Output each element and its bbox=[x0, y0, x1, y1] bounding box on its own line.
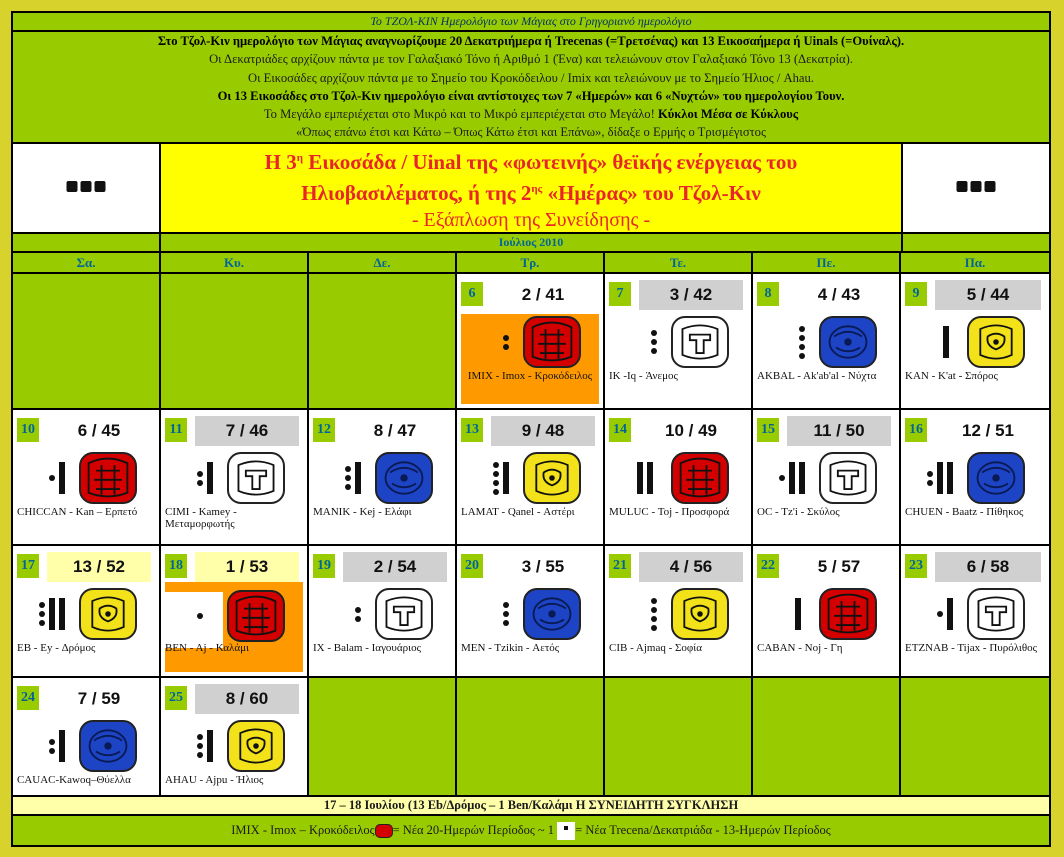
kin-ratio: 2 / 41 bbox=[521, 285, 565, 304]
tone-number-icon bbox=[651, 326, 657, 358]
empty-day-cell bbox=[901, 678, 1049, 795]
day-number: 25 bbox=[165, 686, 187, 710]
day-cell[interactable] bbox=[161, 546, 307, 676]
day-header: Τε. bbox=[605, 253, 751, 272]
blue-day-sign-glyph-icon bbox=[79, 720, 137, 772]
day-number: 13 bbox=[461, 418, 483, 442]
tone-number-icon bbox=[197, 462, 213, 494]
day-number: 11 bbox=[165, 418, 187, 442]
tone-number-icon bbox=[795, 598, 801, 630]
tone-number-icon bbox=[943, 326, 949, 358]
day-cell[interactable] bbox=[161, 678, 307, 795]
blue-day-sign-glyph-icon bbox=[523, 588, 581, 640]
kin-ratio: 6 / 45 bbox=[77, 421, 121, 440]
tone-number-icon bbox=[779, 462, 805, 494]
kin-ratio: 10 / 49 bbox=[665, 421, 717, 440]
day-number: 12 bbox=[313, 418, 335, 442]
white-day-sign-glyph-icon bbox=[967, 588, 1025, 640]
red-day-sign-glyph-icon bbox=[79, 452, 137, 504]
month-right-spacer bbox=[903, 234, 1049, 251]
day-header: Σα. bbox=[13, 253, 159, 272]
tone-number-icon bbox=[345, 462, 361, 494]
three-dots-icon bbox=[67, 181, 106, 192]
day-sign-caption: AKBAL - Ak'ab'al - Νύχτα bbox=[757, 370, 877, 382]
day-number: 7 bbox=[609, 282, 631, 306]
kin-ratio: 2 / 54 bbox=[343, 552, 447, 582]
month-left-spacer bbox=[13, 234, 159, 251]
kin-ratio: 5 / 44 bbox=[935, 280, 1041, 310]
yellow-day-sign-glyph-icon bbox=[523, 452, 581, 504]
day-number: 14 bbox=[609, 418, 631, 442]
three-dots-icon bbox=[957, 181, 996, 192]
kin-ratio: 5 / 57 bbox=[817, 557, 861, 576]
day-header: Δε. bbox=[309, 253, 455, 272]
day-sign-caption: CHICCAN - Kan – Ερπετό bbox=[17, 506, 138, 518]
tone-number-icon bbox=[637, 462, 653, 494]
day-number: 24 bbox=[17, 686, 39, 710]
day-sign-caption: MEN - Tzikin - Αετός bbox=[461, 642, 560, 654]
tone-number-icon bbox=[503, 598, 509, 630]
tone-number-icon bbox=[493, 462, 509, 494]
yellow-day-sign-glyph-icon bbox=[967, 316, 1025, 368]
uinal-header bbox=[161, 144, 901, 232]
tone-number-icon bbox=[49, 462, 65, 494]
kin-ratio: 8 / 47 bbox=[373, 421, 417, 440]
day-cell[interactable] bbox=[901, 274, 1049, 408]
day-cell[interactable] bbox=[309, 410, 455, 544]
day-number: 10 bbox=[17, 418, 39, 442]
day-cell[interactable] bbox=[901, 546, 1049, 676]
day-number: 8 bbox=[757, 282, 779, 306]
kin-ratio: 3 / 55 bbox=[521, 557, 565, 576]
kin-ratio: 8 / 60 bbox=[195, 684, 299, 714]
day-header: Πα. bbox=[901, 253, 1049, 272]
empty-day-cell bbox=[309, 274, 455, 408]
tone-number-icon bbox=[799, 326, 805, 358]
day-cell[interactable] bbox=[753, 546, 899, 676]
intro-line-3: Οι Εικοσάδες αρχίζουν πάντα με το Σημείο του Κροκόδειλου / Imix και τελειώνουν με το Σημείο Ήλιος / Ahau. bbox=[248, 70, 814, 85]
day-sign-caption: CAUAC-Kawoq–Θύελλα bbox=[17, 774, 131, 786]
day-sign-caption: EB - Ey - Δρόμος bbox=[17, 642, 96, 654]
day-sign-caption: CIMI - Kamey - Μεταμορφωτής bbox=[165, 506, 237, 530]
yellow-day-sign-glyph-icon bbox=[227, 720, 285, 772]
day-sign-caption: AHAU - Ajpu - Ήλιος bbox=[165, 774, 264, 786]
calendar-frame bbox=[11, 11, 1051, 847]
legend: IMIX - Imox – Κροκόδειλος = Νέα 20-Ημερών Περίοδος ~ 1 = Νέα Trecena/Δεκατριάδα - 13-Ημερών Περίοδος bbox=[13, 816, 1049, 845]
day-cell[interactable] bbox=[13, 546, 159, 676]
header-line-1: Η $3^\eta$ Εικοσάδα / Uinal της «φωτεινής» θεϊκής ενέργειας του bbox=[264, 150, 798, 174]
intro-line-1: Στο Τζολ-Κιν ημερολόγιο των Μάγιας αναγνωρίζουμε 20 Δεκατριήμερα ή Trecenas (=Τρετσένας) και 13 Εικοσαήμερα ή Uinals (=Ουίναλς). bbox=[157, 34, 905, 48]
left-dots-box bbox=[13, 144, 159, 232]
day-sign-caption: MANIK - Kej - Ελάφι bbox=[313, 506, 412, 518]
day-cell[interactable] bbox=[13, 410, 159, 544]
white-day-sign-glyph-icon bbox=[375, 588, 433, 640]
day-sign-caption: CHUEN - Baatz - Πίθηκος bbox=[905, 506, 1024, 518]
yellow-day-sign-glyph-icon bbox=[79, 588, 137, 640]
day-number: 15 bbox=[757, 418, 779, 442]
day-sign-caption: LAMAT - Qanel - Αστέρι bbox=[461, 506, 575, 518]
empty-day-cell bbox=[309, 678, 455, 795]
tone-number-icon bbox=[651, 598, 657, 630]
day-cell[interactable] bbox=[605, 546, 751, 676]
day-cell[interactable] bbox=[13, 678, 159, 795]
day-sign-caption: CIB - Ajmaq - Σοφία bbox=[609, 642, 702, 654]
tone-number-icon bbox=[503, 326, 509, 358]
day-sign-caption: MULUC - Toj - Προσφορά bbox=[609, 506, 730, 518]
month-label: Ιούλιος 2010 bbox=[161, 234, 901, 251]
day-cell[interactable] bbox=[457, 274, 603, 408]
kin-ratio: 12 / 51 bbox=[962, 421, 1014, 440]
yellow-day-sign-glyph-icon bbox=[671, 588, 729, 640]
kin-ratio: 1 / 53 bbox=[195, 552, 299, 582]
blue-day-sign-glyph-icon bbox=[819, 316, 877, 368]
tone-number-icon bbox=[49, 730, 65, 762]
day-header: Τρ. bbox=[457, 253, 603, 272]
day-sign-caption: BEN - Aj - Καλάμι bbox=[165, 642, 249, 654]
kin-ratio: 11 / 50 bbox=[787, 416, 891, 446]
day-sign-caption: CABAN - Noj - Γη bbox=[757, 642, 843, 654]
day-sign-caption: IX - Balam - Ιαγουάριος bbox=[313, 642, 421, 654]
empty-day-cell bbox=[13, 274, 159, 408]
day-number: 20 bbox=[461, 554, 483, 578]
empty-day-cell bbox=[605, 678, 751, 795]
day-header: Κυ. bbox=[161, 253, 307, 272]
intro-text bbox=[13, 32, 1049, 142]
day-cell[interactable] bbox=[605, 410, 751, 544]
event-note: 17 – 18 Ιουλίου (13 Eb/Δρόμος – 1 Ben/Καλάμι Η ΣΥΝΕΙΔΗΤΗ ΣΥΓΚΛΗΣΗ bbox=[13, 797, 1049, 814]
day-number: 19 bbox=[313, 554, 335, 578]
day-number: 17 bbox=[17, 554, 39, 578]
red-day-sign-glyph-icon bbox=[227, 590, 285, 642]
intro-line-4: Οι 13 Εικοσάδες στο Τζολ-Κιν ημερολόγιο είναι αντίστοιχες των 7 «Ημερών» και 6 «Νυχτών» του ημερολογίου Τουν. bbox=[217, 88, 845, 103]
kin-ratio: 7 / 59 bbox=[77, 689, 121, 708]
empty-day-cell bbox=[161, 274, 307, 408]
day-sign-caption: IK -Iq - Άνεμος bbox=[609, 370, 678, 382]
day-number: 21 bbox=[609, 554, 631, 578]
white-day-sign-glyph-icon bbox=[819, 452, 877, 504]
empty-day-cell bbox=[457, 678, 603, 795]
tone-background bbox=[165, 592, 223, 648]
header-line-3: - Εξάπλωση της Συνείδησης - bbox=[411, 209, 651, 231]
white-day-sign-glyph-icon bbox=[671, 316, 729, 368]
day-cell[interactable] bbox=[161, 410, 307, 544]
day-number: 23 bbox=[905, 554, 927, 578]
tone-number-icon bbox=[937, 598, 953, 630]
top-title: Το ΤΖΟΛ-ΚΙΝ Ημερολόγιο των Μάγιας στο Γρηγοριανό ημερολόγιο bbox=[13, 13, 1049, 30]
kin-ratio: 6 / 58 bbox=[935, 552, 1041, 582]
day-cell[interactable] bbox=[753, 410, 899, 544]
day-sign-caption: ETZNAB - Tijax - Πυρόλιθος bbox=[905, 642, 1037, 654]
red-day-sign-glyph-icon bbox=[819, 588, 877, 640]
blue-day-sign-glyph-icon bbox=[967, 452, 1025, 504]
day-sign-caption: IMIX - Imox - Κροκόδειλος bbox=[467, 370, 593, 382]
kin-ratio: 7 / 46 bbox=[195, 416, 299, 446]
red-day-sign-glyph-icon bbox=[671, 452, 729, 504]
day-sign-caption: KAN - K'at - Σπόρος bbox=[905, 370, 998, 382]
dot-icon bbox=[557, 822, 575, 840]
tone-number-icon bbox=[39, 598, 65, 630]
day-number: 9 bbox=[905, 282, 927, 306]
tone-number-icon bbox=[197, 730, 213, 762]
day-header: Πε. bbox=[753, 253, 899, 272]
day-cell[interactable] bbox=[457, 410, 603, 544]
day-number: 18 bbox=[165, 554, 187, 578]
kin-ratio: 4 / 56 bbox=[639, 552, 743, 582]
right-dots-box bbox=[903, 144, 1049, 232]
kin-ratio: 13 / 52 bbox=[47, 552, 151, 582]
white-day-sign-glyph-icon bbox=[227, 452, 285, 504]
kin-ratio: 4 / 43 bbox=[817, 285, 861, 304]
intro-line-6: «Όπως επάνω έτσι και Κάτω – Όπως Κάτω έτσι και Επάνω», δίδαξε ο Ερμής ο Τρισμέγιστος bbox=[296, 125, 766, 140]
kin-ratio: 3 / 42 bbox=[639, 280, 743, 310]
day-number: 22 bbox=[757, 554, 779, 578]
day-cell[interactable] bbox=[309, 546, 455, 676]
tone-number-icon bbox=[197, 600, 203, 632]
day-cell[interactable] bbox=[753, 274, 899, 408]
kin-ratio: 9 / 48 bbox=[491, 416, 595, 446]
tone-number-icon bbox=[927, 462, 953, 494]
red-glyph-icon bbox=[375, 824, 393, 838]
red-day-sign-glyph-icon bbox=[523, 316, 581, 368]
day-cell[interactable] bbox=[901, 410, 1049, 544]
intro-line-2: Οι Δεκατριάδες αρχίζουν πάντα με τον Γαλαξιακό Τόνο ή Αριθμό 1 (Ένα) και τελειώνουν στον Γαλαξιακό Τόνο 13 (Δεκατρία). bbox=[209, 52, 853, 67]
day-number: 6 bbox=[461, 282, 483, 306]
day-number: 16 bbox=[905, 418, 927, 442]
header-line-2: Ηλιοβασιλέματος, ή της $2^{\eta\varsigma}$ «Ημέρας» του Τζολ-Κιν bbox=[301, 181, 761, 205]
day-cell[interactable] bbox=[605, 274, 751, 408]
blue-day-sign-glyph-icon bbox=[375, 452, 433, 504]
day-sign-caption: OC - Tz'i - Σκύλος bbox=[757, 506, 840, 518]
empty-day-cell bbox=[753, 678, 899, 795]
intro-line-5: Το Μεγάλο εμπεριέχεται στο Μικρό και το Μικρό εμπεριέχεται στο Μεγάλο! Κύκλοι Μέσα σε Κύκλους bbox=[263, 107, 799, 122]
tone-number-icon bbox=[355, 598, 361, 630]
day-cell[interactable] bbox=[457, 546, 603, 676]
